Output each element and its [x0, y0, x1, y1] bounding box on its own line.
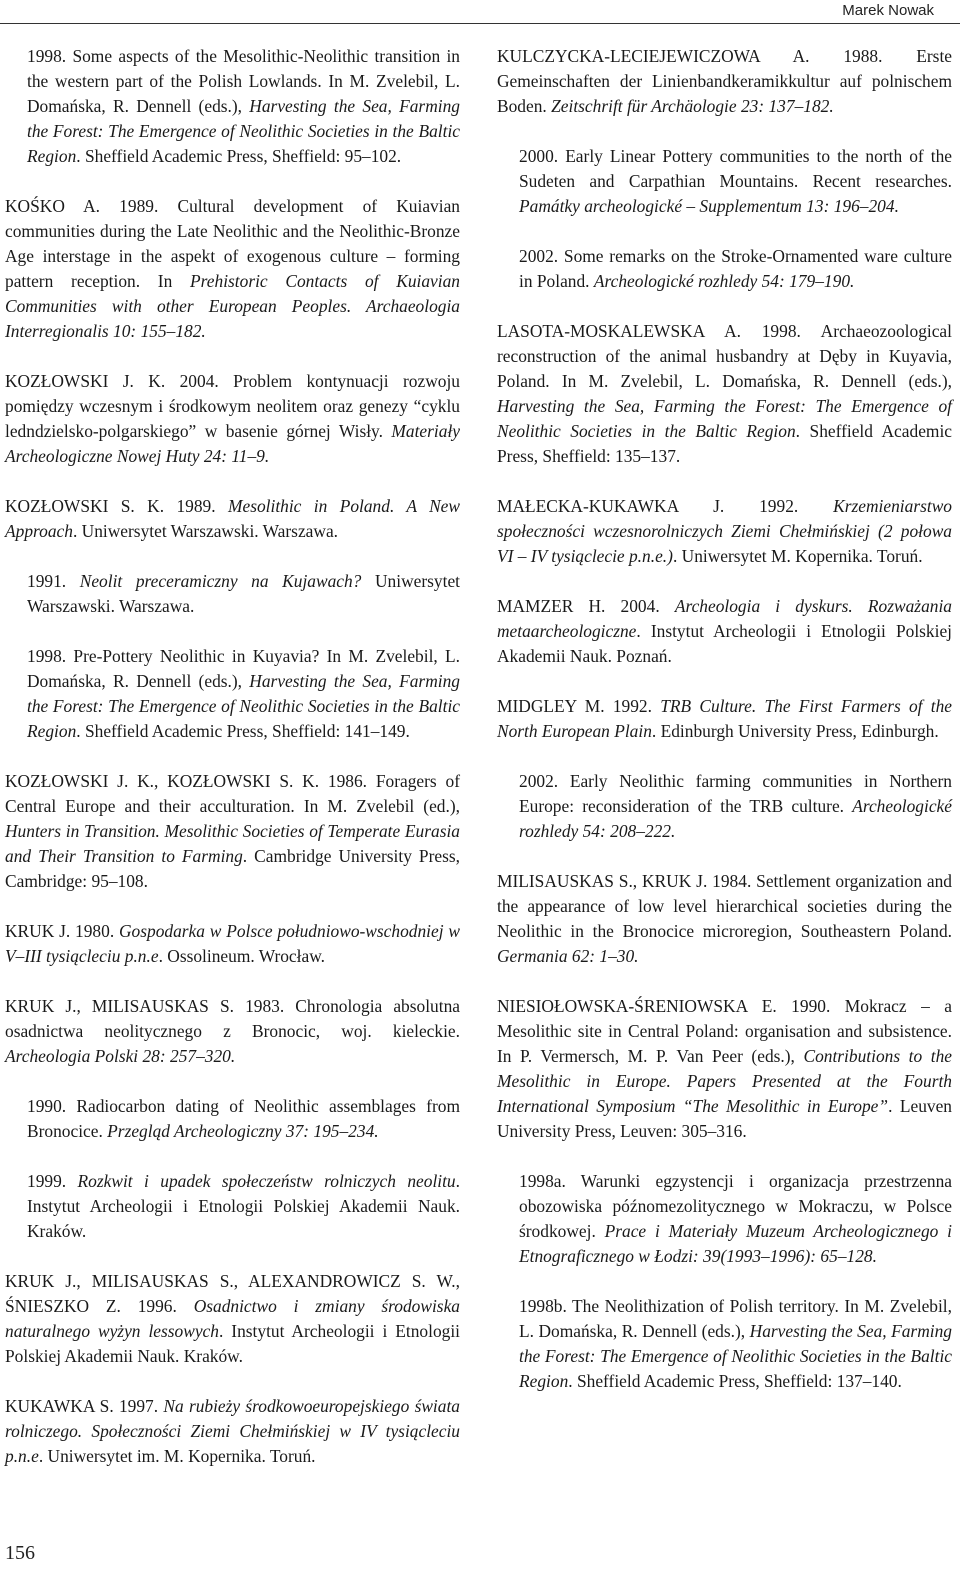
reference-italic-text: Archeologia Polski 28: 257–320. — [5, 1046, 236, 1066]
reference-entry — [5, 644, 460, 744]
reference-text: KRUK J., MILISAUSKAS S. 1983. Chronologia absolutna osadnictwa neolitycznego z Bronocic, woj. kieleckie. — [5, 996, 460, 1041]
reference-entry — [5, 194, 460, 344]
reference-entry — [497, 1169, 952, 1269]
reference-italic-text: Mesolithic in Poland. A New Approach — [5, 496, 460, 541]
reference-entry — [5, 1269, 460, 1369]
reference-entry — [497, 144, 952, 219]
reference-italic-text: Zeitschrift für Archäologie 23: 137–182. — [551, 96, 834, 116]
reference-text: 2000. Early Linear Pottery communities to the north of the Sudeten and Carpathian Mountains. Recent researches. — [519, 146, 952, 191]
reference-text: . Uniwersytet im. M. Kopernika. Toruń. — [38, 1446, 316, 1466]
reference-entry — [497, 994, 952, 1144]
reference-italic-text: Harvesting the Sea, Farming the Forest: The Emergence of Neolithic Societies in the Baltic Region — [27, 96, 460, 166]
reference-text: MAMZER H. 2004. — [497, 596, 675, 616]
reference-entry — [497, 494, 952, 569]
reference-entry — [5, 369, 460, 469]
reference-text: . Uniwersytet Warszawski. Warszawa. — [72, 521, 339, 541]
reference-italic-text: Osadnictwo i zmiany środowiska naturalnego wyżyn lessowych — [5, 1296, 460, 1341]
reference-entry — [497, 1294, 952, 1394]
reference-italic-text: Przegląd Archeologiczny 37: 195–234. — [107, 1121, 379, 1141]
reference-entry — [497, 594, 952, 669]
running-header — [0, 0, 960, 24]
reference-text: 1998a. Warunki egzystencji i organizacja przestrzenna obozowiska późnomezolitycznego w Mokraczu, w Polsce środkowej. — [519, 1171, 952, 1241]
reference-text: 1990. Radiocarbon dating of Neolithic assemblages from Bronocice. — [27, 1096, 460, 1141]
reference-italic-text: Materiały Archeologiczne Nowej Huty 24: 11–9. — [5, 421, 460, 466]
reference-entry — [5, 994, 460, 1069]
page-number: 156 — [5, 1542, 35, 1564]
header-author: Marek Nowak — [842, 2, 934, 19]
reference-text: MIDGLEY M. 1992. — [497, 696, 661, 716]
reference-text: Uniwersytet Warszawski. Warszawa. — [27, 571, 460, 616]
reference-text: KRUK J., MILISAUSKAS S., ALEXANDROWICZ S. W., ŚNIESZKO Z. 1996. — [5, 1271, 460, 1316]
reference-text: KUKAWKA S. 1997. — [5, 1396, 164, 1416]
reference-italic-text: Harvesting the Sea, Farming the Forest: The Emergence of Neolithic Societies in the Baltic Region — [519, 1321, 952, 1391]
reference-column-left — [5, 44, 460, 1494]
reference-text: KULCZYCKA-LECIEJEWICZOWA A. 1988. Erste Gemeinschaften der Linienbandkeramikkultur auf polnischem Boden. — [497, 46, 952, 116]
reference-text: 1998b. The Neolithization of Polish territory. In M. Zvelebil, L. Domańska, R. Dennell (eds.), — [519, 1296, 952, 1341]
reference-text: KOZŁOWSKI J. K. 2004. Problem kontynuacji rozwoju pomiędzy wczesnym i środkowym neolitem oraz genezy “cyklu ledndzielsko-polgarskiego” w basenie górnej Wisły. — [5, 371, 460, 441]
reference-entry — [497, 694, 952, 744]
reference-entry — [5, 569, 460, 619]
reference-text: 1998. Some aspects of the Mesolithic-Neolithic transition in the western part of the Polish Lowlands. In M. Zvelebil, L. Domańska, R. Dennell (eds.), — [27, 46, 460, 116]
reference-italic-text: Na rubieży środkowoeuropejskiego świata rolniczego. Społeczności Ziemi Chełmińskiej w IV tysiącleciu p.n.e — [5, 1396, 460, 1466]
reference-italic-text: Krzemieniarstwo społeczności wczesnorolniczych Ziemi Chełmińskiej (2 połowa VI – IV tysiąclecie p.n.e.) — [497, 496, 952, 566]
reference-text: 1999. — [27, 1171, 78, 1191]
reference-column-right — [497, 44, 952, 1419]
header-rule — [0, 23, 960, 24]
reference-italic-text: Harvesting the Sea, Farming the Forest: The Emergence of Neolithic Societies in the Baltic Region — [497, 396, 952, 441]
reference-text: LASOTA-MOSKALEWSKA A. 1998. Archaeozoological reconstruction of the animal husbandry at Dęby in Kuyavia, Poland. In M. Zvelebil, L. Domańska, R. Dennell (eds.), — [497, 321, 952, 391]
reference-text: . Sheffield Academic Press, Sheffield: 135–137. — [497, 421, 952, 466]
reference-italic-text: Památky archeologické – Supplementum 13: 196–204. — [519, 196, 899, 216]
reference-italic-text: Contributions to the Mesolithic in Europe. Papers Presented at the Fourth International Symposium “The Mesolithic in Europe” — [497, 1046, 952, 1116]
reference-text: . Cambridge University Press, Cambridge: 95–108. — [5, 846, 460, 891]
reference-entry — [5, 44, 460, 169]
reference-entry — [497, 319, 952, 469]
reference-entry — [5, 919, 460, 969]
reference-italic-text: Archeologia i dyskurs. Rozważania metaarcheologiczne — [497, 596, 952, 641]
reference-text: . Uniwersytet M. Kopernika. Toruń. — [672, 546, 923, 566]
reference-italic-text: Germania 62: 1–30. — [497, 946, 639, 966]
reference-italic-text: Gospodarka w Polsce południowo-wschodniej w V–III tysiącleciu p.n.e — [5, 921, 460, 966]
reference-entry — [5, 1169, 460, 1244]
reference-entry — [5, 1394, 460, 1469]
reference-text: MAŁECKA-KUKAWKA J. 1992. — [497, 496, 834, 516]
reference-italic-text: Prace i Materiały Muzeum Archeologicznego i Etnograficznego w Łodzi: 39(1993–1996): 65–128. — [519, 1221, 952, 1266]
reference-text: . Ossolineum. Wrocław. — [158, 946, 325, 966]
reference-text: KOZŁOWSKI J. K., KOZŁOWSKI S. K. 1986. Foragers of Central Europe and their acculturation. In M. Zvelebil (ed.), — [5, 771, 460, 816]
reference-text: MILISAUSKAS S., KRUK J. 1984. Settlement organization and the appearance of low level hierarchical societies during the Neolithic in the Bronocice microregion, Southeastern Poland. — [497, 871, 952, 941]
reference-entry — [497, 44, 952, 119]
reference-text: . Sheffield Academic Press, Sheffield: 137–140. — [568, 1371, 902, 1391]
reference-text: 1991. — [27, 571, 80, 591]
reference-text: . Instytut Archeologii i Etnologii Polskiej Akademii Nauk. Kraków. — [27, 1171, 460, 1241]
reference-italic-text: Rozkwit i upadek społeczeństw rolniczych neolitu — [77, 1171, 456, 1191]
reference-text: . Instytut Archeologii i Etnologii Polskiej Akademii Nauk. Kraków. — [5, 1321, 460, 1366]
reference-text: NIESIOŁOWSKA-ŚRENIOWSKA E. 1990. Mokracz – a Mesolithic site in Central Poland: organisation and subsistence. In P. Vermersch, M. P. Van Peer (eds.), — [497, 996, 952, 1066]
reference-text: . Instytut Archeologii i Etnologii Polskiej Akademii Nauk. Poznań. — [497, 621, 952, 666]
reference-text: 1998. Pre-Pottery Neolithic in Kuyavia? In M. Zvelebil, L. Domańska, R. Dennell (eds.), — [27, 646, 460, 691]
reference-italic-text: Archeologické rozhledy 54: 179–190. — [593, 271, 855, 291]
reference-italic-text: Archeologické rozhledy 54: 208–222. — [519, 796, 952, 841]
reference-text: KRUK J. 1980. — [5, 921, 119, 941]
reference-entry — [497, 244, 952, 294]
reference-text: . Sheffield Academic Press, Sheffield: 95–102. — [76, 146, 402, 166]
reference-entry — [497, 769, 952, 844]
reference-entry — [5, 1094, 460, 1144]
reference-italic-text: TRB Culture. The First Farmers of the North European Plain — [497, 696, 952, 741]
reference-text: . Sheffield Academic Press, Sheffield: 141–149. — [76, 721, 410, 741]
reference-entry — [497, 869, 952, 969]
reference-text: . Leuven University Press, Leuven: 305–316. — [497, 1096, 953, 1141]
reference-text: KOZŁOWSKI S. K. 1989. — [5, 496, 228, 516]
reference-italic-text: Prehistoric Contacts of Kuiavian Communities with other European Peoples. Archaeologia Interregionalis 10: 155–182. — [5, 271, 460, 341]
reference-text: 2002. Early Neolithic farming communities in Northern Europe: reconsideration of the TRB culture. — [519, 771, 952, 816]
reference-text: . Edinburgh University Press, Edinburgh. — [651, 721, 939, 741]
reference-text: 2002. Some remarks on the Stroke-Ornamented ware culture in Poland. — [519, 246, 952, 291]
reference-italic-text: Hunters in Transition. Mesolithic Societies of Temperate Eurasia and Their Transition to Farming — [5, 821, 460, 866]
reference-entry — [5, 769, 460, 894]
reference-italic-text: Neolit preceramiczny na Kujawach? — [79, 571, 362, 591]
reference-italic-text: Harvesting the Sea, Farming the Forest: The Emergence of Neolithic Societies in the Baltic Region — [27, 671, 460, 741]
reference-entry — [5, 494, 460, 544]
reference-text: KOŚKO A. 1989. Cultural development of Kuiavian communities during the Late Neolithic and the Neolithic-Bronze Age interstage in the aspekt of exogenous culture – forming pattern reception. In — [5, 196, 460, 291]
